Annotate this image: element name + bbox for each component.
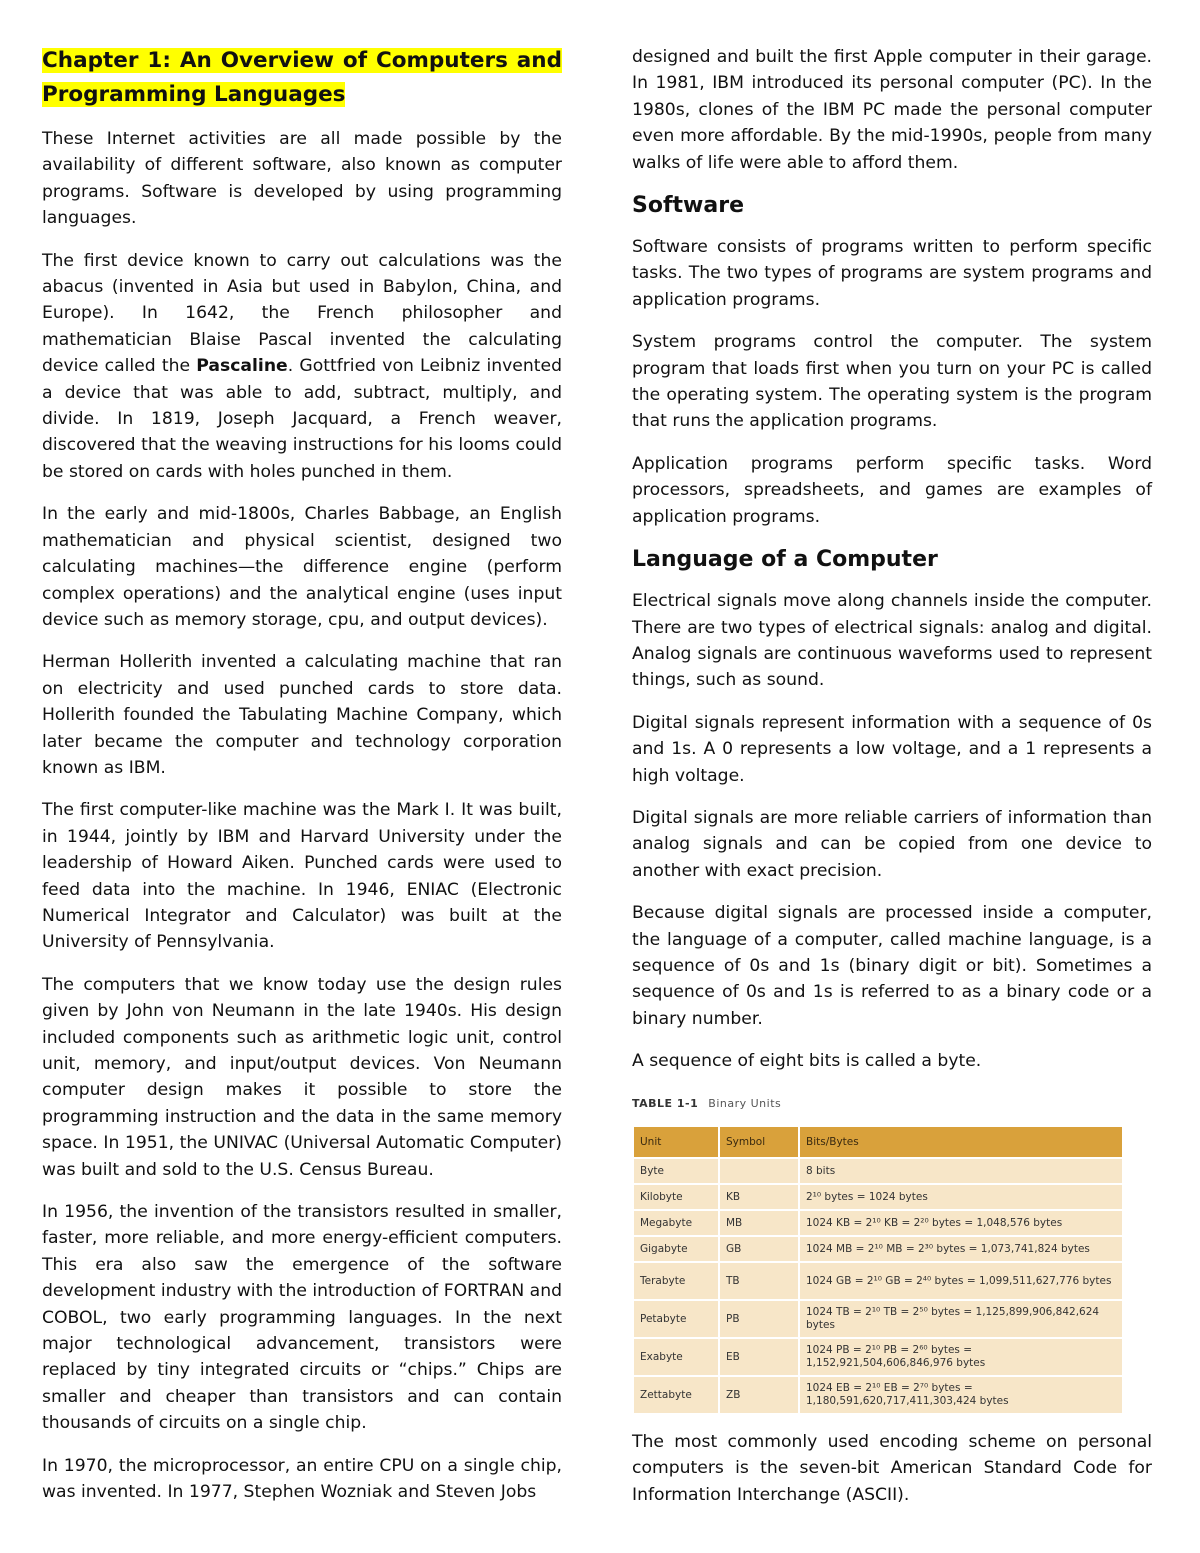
abacus-text-part2: . Gottfried von Leibniz invented a device that was able to add, subtract, multiply, and divide. In 1819, Joseph Jacquard, a French weaver, discovered that the weaving instructions for his looms could be stored on cards with holes punched in them. [42, 356, 562, 482]
cell-unit: Megabyte [633, 1210, 719, 1236]
table-caption [632, 1091, 1152, 1117]
cell-symbol: GB [719, 1236, 799, 1262]
paragraph-von-neumann: The computers that we know today use the design rules given by John von Neumann in the late 1940s. His design included components such as arithmetic logic unit, control unit, memory, and input/output devices. Von Neumann computer design makes it possible to store the programming instruction and the data in the same memory space. In 1951, the UNIVAC (Universal Automatic Computer) was built and sold to the U.S. Census Bureau. [42, 974, 562, 1180]
cell-bits-bytes: 1024 KB = 2¹⁰ KB = 2²⁰ bytes = 1,048,576 bytes [799, 1210, 1123, 1236]
paragraph-apple-ibm: designed and built the first Apple computer in their garage. In 1981, IBM introduced its personal computer (PC). In the 1980s, clones of the IBM PC made the personal computer even more affordable. By the mid-1990s, people from many walks of life were able to afford them. [632, 47, 1152, 173]
cell-symbol: PB [719, 1300, 799, 1338]
paragraph-digital-reliability: Digital signals are more reliable carriers of information than analog signals and can be copied from one device to another with exact precision. [632, 807, 1152, 881]
table-row [633, 1184, 1123, 1210]
table-row [633, 1210, 1123, 1236]
cell-unit: Byte [633, 1158, 719, 1184]
cell-bits-bytes: 2¹⁰ bytes = 1024 bytes [799, 1184, 1123, 1210]
cell-symbol: TB [719, 1262, 799, 1300]
cell-bits-bytes: 8 bits [799, 1158, 1123, 1184]
table-row [633, 1376, 1123, 1414]
cell-unit: Exabyte [633, 1338, 719, 1376]
language-heading: Language of a Computer [632, 547, 938, 573]
cell-bits-bytes: 1024 MB = 2¹⁰ MB = 2³⁰ bytes = 1,073,741,824 bytes [799, 1236, 1123, 1262]
cell-bits-bytes: 1024 EB = 2¹⁰ EB = 2⁷⁰ bytes = 1,180,591,620,717,411,303,424 bytes [799, 1376, 1123, 1414]
table-row [633, 1236, 1123, 1262]
table-row [633, 1300, 1123, 1338]
table-row [633, 1262, 1123, 1300]
cell-unit: Terabyte [633, 1262, 719, 1300]
table-row [633, 1338, 1123, 1376]
paragraph-babbage: In the early and mid-1800s, Charles Babbage, an English mathematician and physical scientist, designed two calculating machines—the difference engine (perform complex operations) and the analytical engine (uses input device such as memory storage, cpu, and output devices). [42, 504, 562, 630]
cell-symbol: KB [719, 1184, 799, 1210]
cell-symbol: MB [719, 1210, 799, 1236]
paragraph-system-programs: System programs control the computer. The system program that loads first when you turn on your PC is called the operating system. The operating system is the program that runs the application programs. [632, 332, 1152, 432]
pascaline-bold-term: Pascaline [196, 356, 288, 377]
paragraph-abacus-history [42, 248, 562, 486]
software-heading: Software [632, 193, 744, 219]
cell-bits-bytes: 1024 TB = 2¹⁰ TB = 2⁵⁰ bytes = 1,125,899,906,842,624 bytes [799, 1300, 1123, 1338]
chapter-title [42, 44, 562, 112]
paragraph-application-programs: Application programs perform specific tasks. Word processors, spreadsheets, and games are examples of application programs. [632, 453, 1152, 527]
table-caption-title: Binary Units [708, 1096, 782, 1110]
cell-unit: Petabyte [633, 1300, 719, 1338]
cell-bits-bytes: 1024 GB = 2¹⁰ GB = 2⁴⁰ bytes = 1,099,511,627,776 bytes [799, 1262, 1123, 1300]
paragraph-mark-i: The first computer-like machine was the Mark I. It was built, in 1944, jointly by IBM and Harvard University under the leadership of Howard Aiken. Punched cards were used to feed data into the machine. In 1946, ENIAC (Electronic Numerical Integrator and Calculator) was built at the University of Pennsylvania. [42, 800, 562, 953]
cell-unit: Zettabyte [633, 1376, 719, 1414]
header-symbol: Symbol [719, 1126, 799, 1158]
paragraph-hollerith: Herman Hollerith invented a calculating machine that ran on electricity and used punched cards to store data. Hollerith founded the Tabulating Machine Company, which later became the computer and technology corporation known as IBM. [42, 652, 562, 778]
paragraph-machine-language: Because digital signals are processed inside a computer, the language of a computer, called machine language, is a sequence of 0s and 1s (binary digit or bit). Sometimes a sequence of 0s and 1s is referred to as a binary code or a binary number. [632, 903, 1152, 1029]
paragraph-digital-signals: Digital signals represent information with a sequence of 0s and 1s. A 0 represents a low voltage, and a 1 represents a high voltage. [632, 712, 1152, 786]
cell-symbol [719, 1158, 799, 1184]
cell-unit: Gigabyte [633, 1236, 719, 1262]
right-column [632, 44, 1152, 1524]
cell-symbol: EB [719, 1338, 799, 1376]
cell-unit: Kilobyte [633, 1184, 719, 1210]
cell-symbol: ZB [719, 1376, 799, 1414]
header-bits-bytes: Bits/Bytes [799, 1126, 1123, 1158]
header-unit: Unit [633, 1126, 719, 1158]
table-caption-number: TABLE 1-1 [632, 1096, 699, 1110]
cell-bits-bytes: 1024 PB = 2¹⁰ PB = 2⁶⁰ bytes = 1,152,921,504,606,846,976 bytes [799, 1338, 1123, 1376]
chapter-title-highlight: Chapter 1: An Overview of Computers and Programming Languages [42, 48, 562, 107]
paragraph-internet-software: These Internet activities are all made possible by the availability of different software, also known as computer programs. Software is developed by using programming languages. [42, 129, 562, 229]
paragraph-electrical-signals: Electrical signals move along channels inside the computer. There are two types of electrical signals: analog and digital. Analog signals are continuous waveforms used to represent things, such as sound. [632, 591, 1152, 691]
paragraph-transistors: In 1956, the invention of the transistors resulted in smaller, faster, more reliable, and more energy-efficient computers. This era also saw the emergence of the software development industry with the introduction of FORTRAN and COBOL, two early programming languages. In the next major technological advancement, transistors were replaced by tiny integrated circuits or “chips.” Chips are smaller and cheaper than transistors and can contain thousands of circuits on a single chip. [42, 1202, 562, 1434]
table-header-row [633, 1126, 1123, 1158]
paragraph-software-definition: Software consists of programs written to perform specific tasks. The two types of programs are system programs and application programs. [632, 237, 1152, 310]
binary-units-table [632, 1125, 1124, 1415]
table-row [633, 1158, 1123, 1184]
paragraph-ascii: The most commonly used encoding scheme on personal computers is the seven-bit American Standard Code for Information Interchange (ASCII). [632, 1432, 1152, 1505]
left-column [42, 44, 562, 1522]
paragraph-byte-definition: A sequence of eight bits is called a byte. [632, 1051, 982, 1072]
abacus-text-part1: The first device known to carry out calculations was the abacus (invented in Asia but used in Babylon, China, and Europe). In 1642, the French philosopher and mathematician Blaise Pascal invented the calculating device called the [42, 250, 562, 377]
paragraph-microprocessor: In 1970, the microprocessor, an entire CPU on a single chip, was invented. In 1977, Stephen Wozniak and Steven Jobs [42, 1455, 562, 1503]
